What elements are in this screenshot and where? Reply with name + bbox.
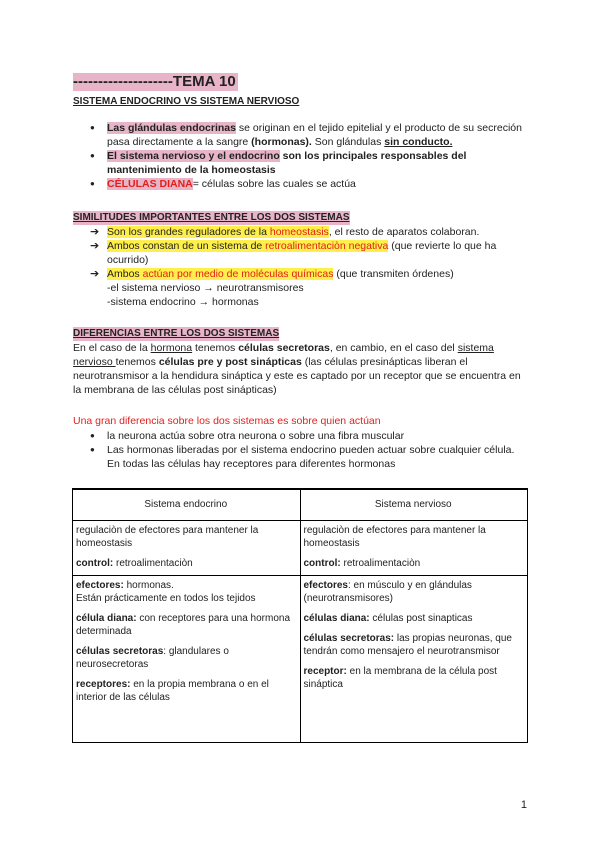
bold-text: células pre y post sinápticas xyxy=(158,356,302,368)
table-cell xyxy=(300,521,528,576)
cell-label: células diana: xyxy=(303,613,370,624)
cell-value: retroalimentaciòn xyxy=(113,558,193,569)
table-cell xyxy=(300,576,528,743)
highlighted-red-text: homeostasis xyxy=(269,226,329,238)
bullet-text: se originan en el tejido epitelial y el producto de su secreción pasa directamente a la sangre xyxy=(107,122,522,148)
cell-text: regulaciòn de efectores para mantener la homeostasis xyxy=(303,525,486,549)
cell-label: célula diana: xyxy=(76,613,137,624)
cell-value: con receptores para una hormona determinada xyxy=(76,613,291,637)
table-header-nervioso: Sistema nervioso xyxy=(300,489,528,521)
cell-label: receptores: xyxy=(76,679,131,690)
cell-line xyxy=(304,612,524,625)
cell-line xyxy=(304,557,524,570)
list-item xyxy=(90,121,530,149)
highlighted-text: Son los grandes reguladores de la xyxy=(107,226,270,238)
highlighted-text: Ambos constan de un sistema de xyxy=(107,240,266,252)
cell-line xyxy=(304,665,524,691)
paragraph-text: tenemos xyxy=(192,342,239,354)
highlighted-red-text: retroalimentaciòn negativa xyxy=(265,240,389,252)
comparison-table xyxy=(72,488,528,743)
diferencias-heading: DIFERENCIAS ENTRE LOS DOS SISTEMAS xyxy=(73,328,280,339)
underlined-text: sistema nervioso xyxy=(73,342,494,368)
paragraph-text: , en cambio, en el caso del xyxy=(329,342,458,354)
list-item xyxy=(90,239,530,267)
list-item xyxy=(90,267,530,309)
similitudes-heading: SIMILITUDES IMPORTANTES ENTRE LOS DOS SISTEMAS xyxy=(73,212,350,223)
cell-value: en la membrana de la célula post sináptica xyxy=(303,666,497,690)
cell-label: receptor: xyxy=(303,666,347,677)
table-row xyxy=(73,576,528,743)
cell-value: en la propia membrana o en el interior de las células xyxy=(76,679,269,703)
cell-line xyxy=(304,632,524,658)
cell-label: células secretoras xyxy=(76,646,164,657)
cell-value: : glandulares o neurosecretoras xyxy=(76,646,229,670)
paragraph-text: tenemos xyxy=(115,356,159,368)
cell-label: efectores xyxy=(303,580,348,591)
diferencias-bullet-list xyxy=(90,429,530,471)
cell-value: células post sinapticas xyxy=(369,613,473,624)
cell-line xyxy=(76,612,296,638)
underlined-text: hormona xyxy=(150,342,193,354)
cell-value: las propias neuronas, que tendrán como mensajero el neurotransmisor xyxy=(303,633,512,657)
cell-label: control: xyxy=(303,558,341,569)
highlighted-text: Las glándulas endocrinas xyxy=(107,122,236,134)
cell-text: Están prácticamente en todos los tejidos xyxy=(76,593,256,604)
bold-text: células secretoras xyxy=(238,342,330,354)
table-cell xyxy=(73,576,301,743)
page-number: 1 xyxy=(520,799,527,811)
cell-value: : en músculo y en glándulas (neurotransmisores) xyxy=(303,580,472,604)
highlighted-text: CÉLULAS DIANA xyxy=(107,178,193,190)
highlighted-text: Ambos xyxy=(107,268,143,280)
sub-line: -el sistema nervioso → neurotransmisores xyxy=(107,282,304,294)
table-header-row xyxy=(73,489,528,521)
diferencias-paragraph xyxy=(73,341,528,397)
page-title: --------------------TEMA 10 xyxy=(73,73,236,90)
list-item xyxy=(90,177,530,191)
cell-label: efectores: xyxy=(76,580,124,591)
list-item xyxy=(90,149,530,177)
paragraph-text: En el caso de la xyxy=(73,342,151,354)
paragraph-text: (las células presinápticas liberan el neurotransmisor a la hendidura sináptica y este es captado por un receptor que se encuentra en la membrana de las células post sinápticas) xyxy=(73,356,521,396)
table-cell xyxy=(73,521,301,576)
similitudes-list xyxy=(90,225,530,309)
list-item xyxy=(90,225,530,239)
bullet-text: = células sobre las cuales se actúa xyxy=(192,178,356,190)
bold-text: (hormonas). xyxy=(251,136,312,148)
bullet-text: (que revierte lo que ha ocurrido) xyxy=(107,240,497,266)
cell-value: hormonas. xyxy=(123,580,174,591)
cell-label: células secretoras: xyxy=(303,633,395,644)
highlighted-text: El sistema nervioso y el endocrino xyxy=(107,150,280,162)
intro-bullet-list xyxy=(90,121,530,191)
cell-line xyxy=(76,557,296,570)
cell-value: retroalimentaciòn xyxy=(340,558,421,569)
bullet-text: Son glándulas xyxy=(311,136,385,148)
cell-line xyxy=(76,579,296,592)
bullet-text: , el resto de aparatos colaboran. xyxy=(328,226,480,238)
table-row xyxy=(73,521,528,576)
highlighted-red-text: actúan por medio de moléculas químicas xyxy=(142,268,334,280)
cell-line xyxy=(76,645,296,671)
cell-line xyxy=(76,678,296,704)
cell-text: regulaciòn de efectores para mantener la homeostasis xyxy=(76,525,259,549)
list-item: ● la neurona actúa sobre otra neurona o sobre una fibra muscular xyxy=(90,429,530,443)
underlined-text: sin conducto. xyxy=(384,136,453,148)
bullet-text: (que transmiten órdenes) xyxy=(333,268,454,280)
cell-line xyxy=(304,579,524,605)
table-header-endocrino: Sistema endocrino xyxy=(73,489,301,521)
difference-red-line: Una gran diferencia sobre los dos sistemas es sobre quien actúan xyxy=(73,415,381,427)
list-item: ● Las hormonas liberadas por el sistema endocrino pueden actuar sobre cualquier célula. En todas las células hay receptores para diferentes hormonas xyxy=(90,443,530,471)
bullet-text: son los principales responsables del mantenimiento de la homeostasis xyxy=(107,150,467,176)
sub-line: -sistema endocrino → hormonas xyxy=(107,296,259,308)
cell-label: control: xyxy=(76,558,114,569)
document-subtitle: SISTEMA ENDOCRINO VS SISTEMA NERVIOSO xyxy=(73,96,300,107)
